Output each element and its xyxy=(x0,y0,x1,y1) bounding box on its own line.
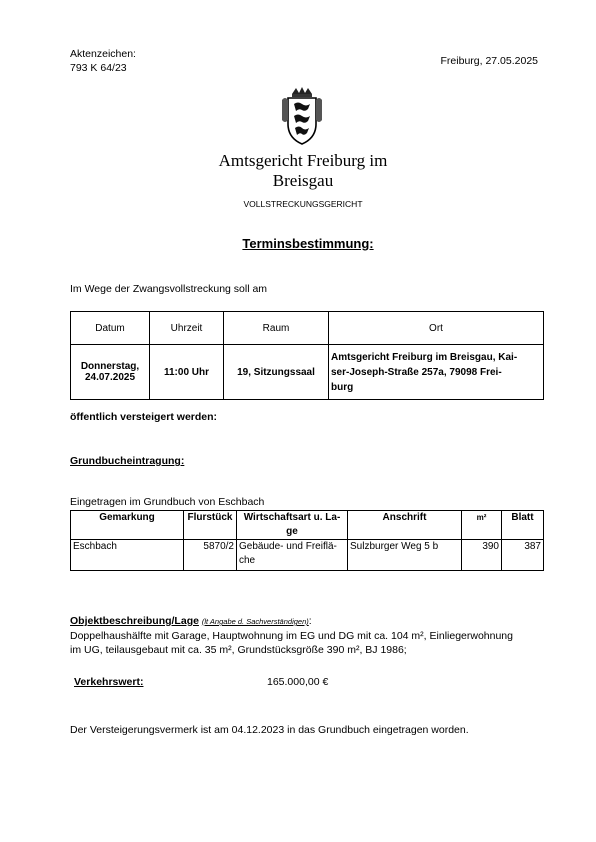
cell-uhrzeit: 11:00 Uhr xyxy=(150,345,224,400)
cell-raum: 19, Sitzungssaal xyxy=(224,345,329,400)
court-department: VOLLSTRECKUNGSGERICHT xyxy=(243,199,363,209)
header-flurstueck: Flurstück xyxy=(184,511,237,540)
grundbuch-heading: Grundbucheintragung: xyxy=(70,455,185,467)
objekt-colon: : xyxy=(308,615,312,627)
cell-blatt: 387 xyxy=(502,540,544,571)
header-raum: Raum xyxy=(224,312,329,345)
cell-flurstueck: 5870/2 xyxy=(184,540,237,571)
cell-anschrift: Sulzburger Weg 5 b xyxy=(348,540,462,571)
cell-wirtschaftsart xyxy=(237,540,348,571)
grundbuch-table xyxy=(70,510,544,571)
datum-date: 24.07.2025 xyxy=(84,372,136,383)
grundbuch-data-row xyxy=(71,540,544,571)
place-date: Freiburg, 27.05.2025 xyxy=(440,55,538,67)
header-datum: Datum xyxy=(71,312,150,345)
header-ort: Ort xyxy=(329,312,544,345)
aktenzeichen-value: 793 K 64/23 xyxy=(70,62,127,74)
termin-header-row xyxy=(71,312,544,345)
header-blatt: Blatt xyxy=(502,511,544,540)
coat-of-arms-icon xyxy=(280,86,324,148)
header-gemarkung: Gemarkung xyxy=(71,511,184,540)
header-m2: m² xyxy=(462,511,502,540)
eingetragen-text: Eingetragen im Grundbuch von Eschbach xyxy=(70,496,265,508)
versteigert-text: öffentlich versteigert werden: xyxy=(70,411,218,423)
header-wirtschaftsart xyxy=(237,511,348,540)
objekt-line2: im UG, teilausgebaut mit ca. 35 m², Grundstücksgröße 390 m², BJ 1986; xyxy=(70,644,407,656)
header-uhrzeit: Uhrzeit xyxy=(150,312,224,345)
court-name-line1: Amtsgericht Freiburg im xyxy=(218,151,388,170)
wirtschaftsart-line2: che xyxy=(239,555,256,566)
objekt-sub-label: (lt Angabe d. Sachverständigen) xyxy=(201,617,309,626)
court-name xyxy=(0,151,596,191)
header-anschrift: Anschrift xyxy=(348,511,462,540)
header-wirtschaftsart-line2: ge xyxy=(286,526,298,537)
intro-text: Im Wege der Zwangsvollstreckung soll am xyxy=(70,283,268,295)
versteigerungsvermerk-text: Der Versteigerungsvermerk ist am 04.12.2023 in das Grundbuch eingetragen worden. xyxy=(70,724,469,736)
ort-line3: burg xyxy=(331,381,354,393)
verkehrswert-value: 165.000,00 € xyxy=(267,676,329,688)
document-title: Terminsbestimmung: xyxy=(242,236,374,251)
wirtschaftsart-line1: Gebäude- und Freiflä- xyxy=(239,541,337,552)
termin-table xyxy=(70,311,544,400)
grundbuch-header-row xyxy=(71,511,544,540)
cell-datum xyxy=(71,345,150,400)
ort-line1: Amtsgericht Freiburg im Breisgau, Kai- xyxy=(331,351,518,363)
objektbeschreibung xyxy=(70,614,550,657)
objekt-heading-line xyxy=(70,614,550,629)
cell-ort xyxy=(329,345,544,400)
aktenzeichen-block xyxy=(70,47,136,75)
datum-weekday: Donnerstag, xyxy=(80,361,140,372)
aktenzeichen-label: Aktenzeichen: xyxy=(70,48,136,60)
cell-m2: 390 xyxy=(462,540,502,571)
ort-line2: ser-Joseph-Straße 257a, 79098 Frei- xyxy=(331,366,502,378)
verkehrswert-label: Verkehrswert: xyxy=(74,676,144,688)
termin-data-row xyxy=(71,345,544,400)
header-wirtschaftsart-line1: Wirtschaftsart u. La- xyxy=(243,512,341,523)
objekt-line1: Doppelhaushälfte mit Garage, Hauptwohnung im EG und DG mit ca. 104 m², Einliegerwohnung xyxy=(70,630,513,642)
court-name-line2: Breisgau xyxy=(272,171,334,190)
cell-gemarkung: Eschbach xyxy=(71,540,184,571)
objekt-label: Objektbeschreibung/Lage xyxy=(70,615,199,627)
